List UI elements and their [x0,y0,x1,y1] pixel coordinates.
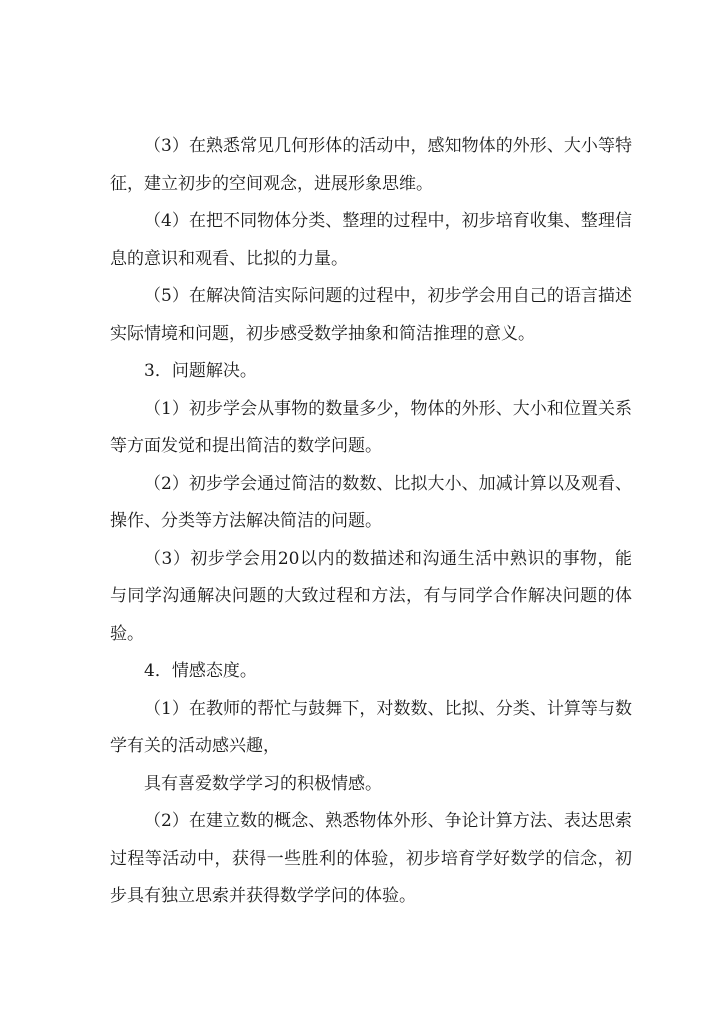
section-heading-problem-solving: 3．问题解决。 [144,361,257,381]
paragraph-1-posing-problems: （1）初步学会从事物的数量多少，物体的外形、大小和位置关系等方面发觉和提出简洁的数学问题。 [110,398,632,456]
paragraph-4-classification: （4）在把不同物体分类、整理的过程中，初步培育收集、整理信息的意识和观看、比拟的力量。 [110,211,632,269]
section-heading-attitudes: 4．情感态度。 [144,661,257,681]
paragraph-3-spatial-sense: （3）在熟悉常见几何形体的活动中，感知物体的外形、大小等特征，建立初步的空间观念，进展形象思维。 [110,136,632,194]
paragraph-positive-emotion: 具有喜爱数学学习的积极情感。 [144,773,382,794]
paragraph-3-communication: （3）初步学会用20以内的数描述和沟通生活中熟识的事物，能与同学沟通解决问题的大致过程和方法，有与同学合作解决问题的体验。 [110,548,632,644]
paragraph-5-practical-problems: （5）在解决简洁实际问题的过程中，初步学会用自己的语言描述实际情境和问题，初步感受数学抽象和简洁推理的意义。 [110,286,632,344]
paragraph-2-confidence: （2）在建立数的概念、熟悉物体外形、争论计算方法、表达思索过程等活动中，获得一些胜利的体验，初步培育学好数学的信念，初步具有独立思索并获得数学学问的体验。 [110,811,632,906]
document-body [110,128,632,916]
paragraph-2-solving-methods: （2）初步学会通过简洁的数数、比拟大小、加减计算以及观看、操作、分类等方法解决简洁的问题。 [110,473,632,531]
paragraph-1-interest: （1）在教师的帮忙与鼓舞下，对数数、比拟、分类、计算等与数学有关的活动感兴趣， [110,698,632,756]
